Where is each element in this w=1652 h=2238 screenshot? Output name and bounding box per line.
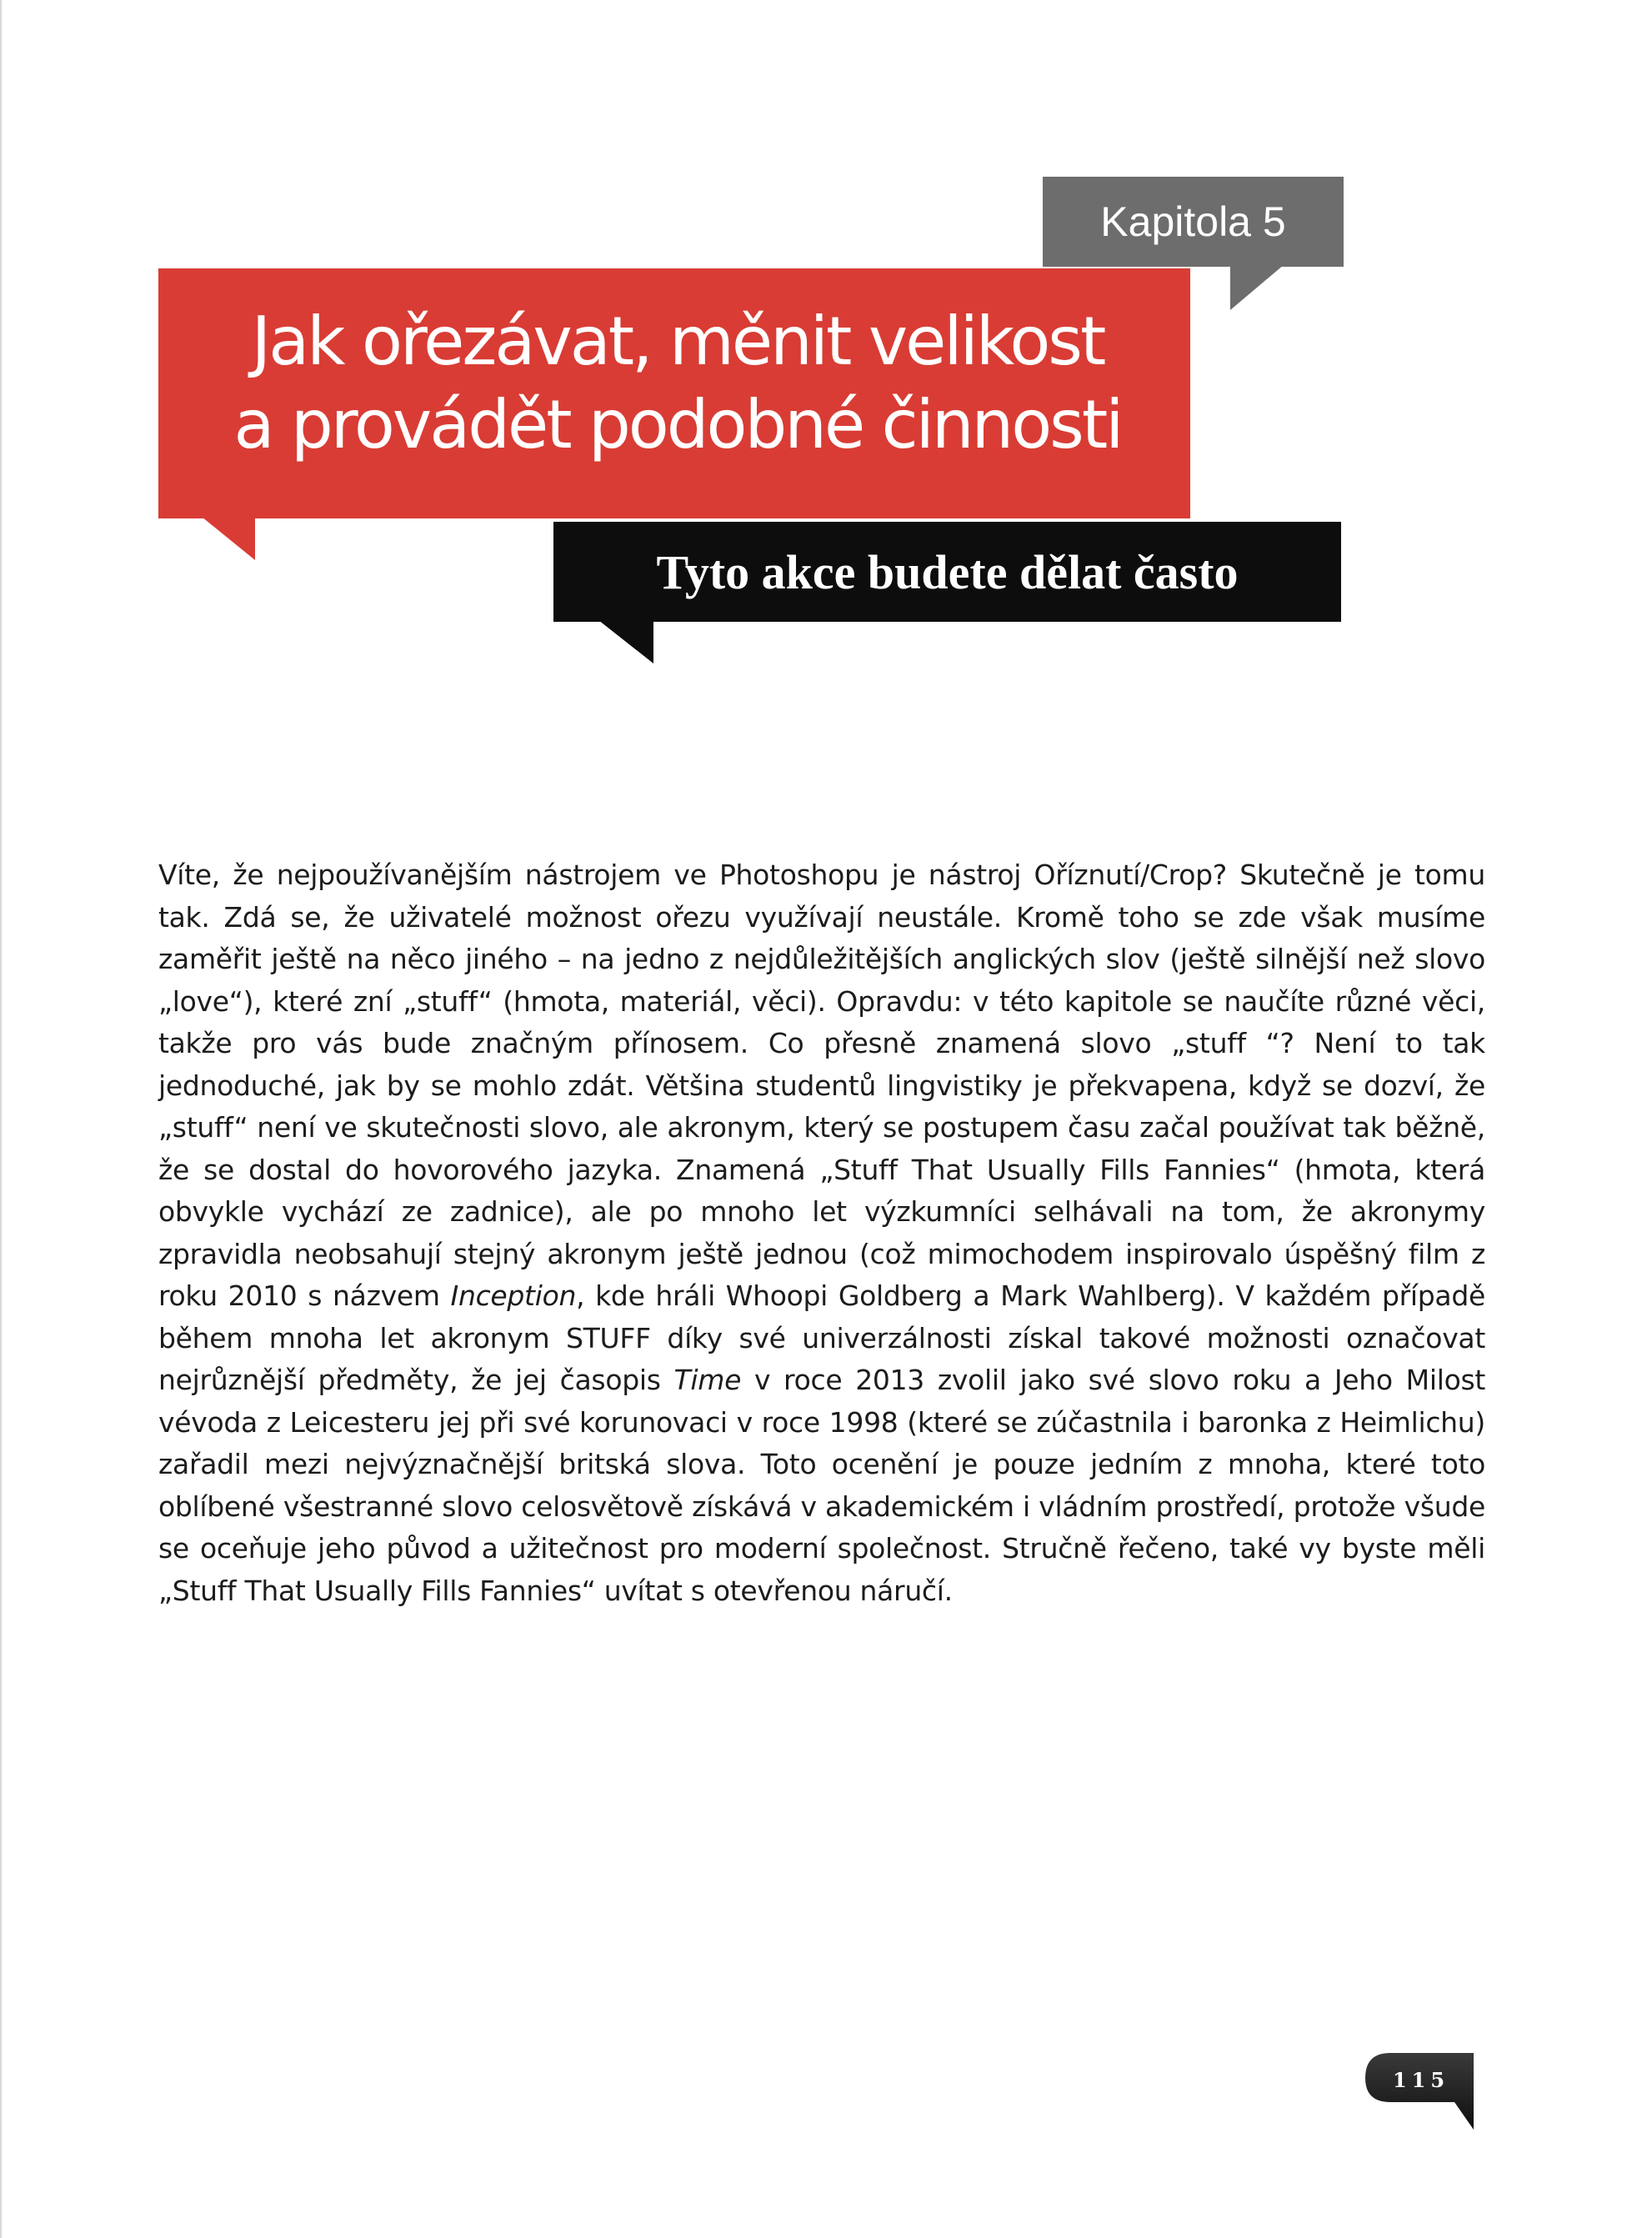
chapter-title-line-2: a provádět podobné činnosti xyxy=(233,386,1122,463)
title-bubble-tail xyxy=(202,517,255,560)
page-number: 115 xyxy=(1392,2067,1450,2092)
body-text-part-3: v roce 2013 zvolil jako své slovo roku a Jeho Milost vévoda z Leicesteru jej při své korunovaci v roce 1998 (které se zúčastnila i baronka z Heimlichu) zařadil mezi nejvýznačnější britská slova. Toto ocenění je pouze jedním z mnoha, které toto oblíbené všestranné slovo celosvětově získává v akademickém i vládním prostředí, protože všude se oceňuje jeho původ a užitečnost pro moderní společnost. Stručně řečeno, také vy byste měli „Stuff That Usually Fills Fannies“ uvítat s otevřenou náručí. xyxy=(158,1364,1486,1607)
body-text-part-2: , kde hráli Whoopi Goldberg a Mark Wahlberg). V každém případě během mnoha let akronym STUFF díky své univerzálnosti získal takové možnosti označovat nejrůznější předměty, že jej časopis xyxy=(158,1279,1485,1396)
body-paragraph-text xyxy=(158,854,1485,1612)
chapter-title-line-1: Jak ořezávat, měnit velikost xyxy=(251,303,1104,380)
body-paragraph xyxy=(158,854,1485,1612)
chapter-bubble-tail xyxy=(1230,265,1284,310)
subtitle-bubble-tail xyxy=(598,620,653,663)
film-title-italic: Inception xyxy=(450,1279,577,1312)
chapter-title-box xyxy=(158,268,1190,518)
magazine-title-italic: Time xyxy=(673,1364,742,1396)
chapter-subtitle: Tyto akce budete dělat často xyxy=(553,522,1341,622)
body-text-part-1: Víte, že nejpoužívanějším nástrojem ve Photoshopu je nástroj Oříznutí/Crop? Skutečně je tomu tak. Zdá se, že uživatelé možnost ořezu využívají neustále. Kromě toho se zde však musíme zaměřit ještě na něco jiného – na jedno z nejdůležitějších anglických slov (ještě silnější než slovo „love“), které zní „stuff“ (hmota, materiál, věci). Opravdu: v této kapitole se naučíte různé věci, takže pro vás bude značným přínosem. Co přesně znamená slovo „stuff “? Není to tak jednoduché, jak by se mohlo zdát. Většina studentů lingvistiky je překvapena, když se dozví, že „stuff“ není ve skutečnosti slovo, ale akronym, který se postupem času začal používat tak běžně, že se dostal do hovorového jazyka. Znamená „Stuff That Usually Fills Fannies“ (hmota, která obvykle vychází ze zadnice), ale po mnoho let výzkumníci selhávali na tom, že akronymy zpravidla neobsahují stejný akronym ještě jednou (což mimochodem inspirovalo úspěšný film z roku 2010 s názvem xyxy=(158,859,1485,1312)
chapter-label: Kapitola 5 xyxy=(1043,177,1344,267)
